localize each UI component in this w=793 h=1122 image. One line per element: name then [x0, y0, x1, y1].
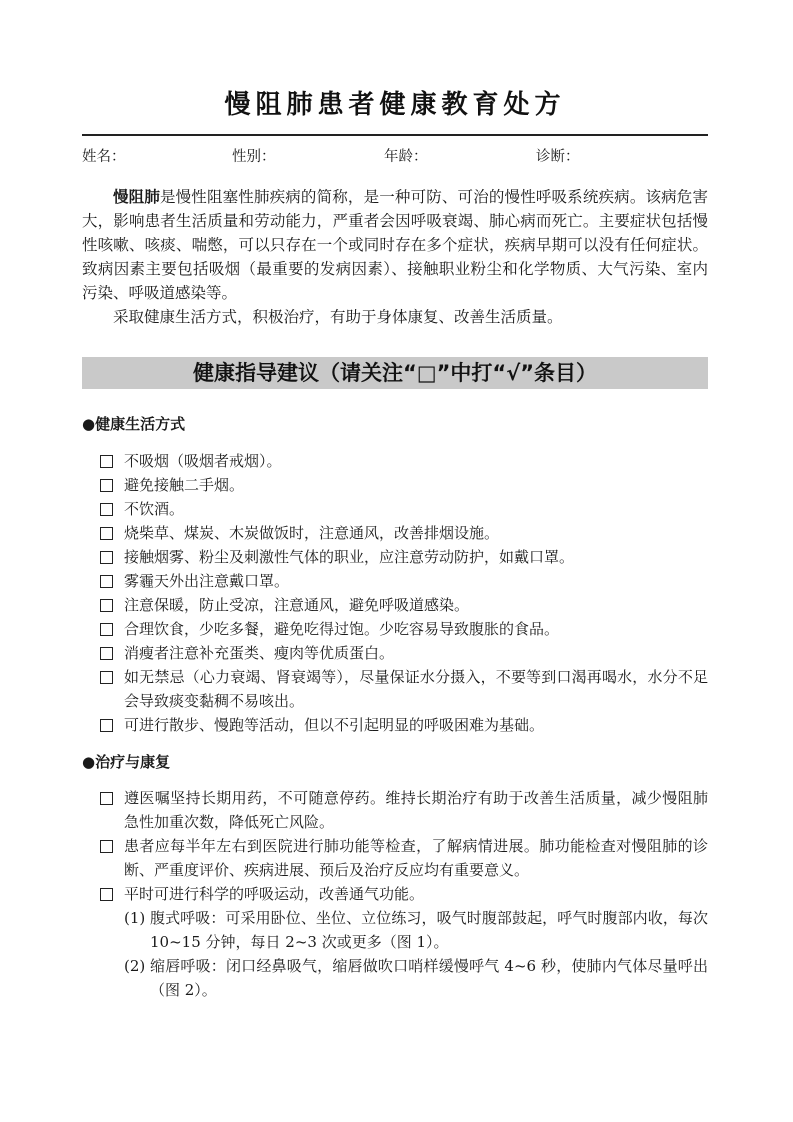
checklist-item [82, 786, 708, 834]
checklist-item [82, 473, 708, 497]
intro-text [82, 185, 708, 329]
checklist-item-text: 烧柴草、煤炭、木炭做饭时，注意通风，改善排烟设施。 [124, 524, 500, 542]
checkbox[interactable] [100, 719, 113, 732]
section-heading-treatment: ●治疗与康复 [82, 753, 171, 771]
checkbox[interactable] [100, 840, 113, 853]
guidance-banner: 健康指导建议（请关注“□”中打“√”条目） [82, 357, 708, 389]
checklist-item-text: 避免接触二手烟。 [124, 476, 245, 494]
checklist-item-text: 可进行散步、慢跑等活动，但以不引起明显的呼吸困难为基础。 [124, 716, 545, 734]
intro-term: 慢阻肺 [113, 187, 160, 206]
checkbox[interactable] [100, 479, 113, 492]
sub-item-marker: (2) [124, 957, 146, 975]
checklist-item-text: 不饮酒。 [124, 500, 185, 518]
diagnosis-field-label[interactable]: 诊断： [536, 149, 580, 165]
document-title: 慢阻肺患者健康教育处方 [224, 90, 566, 120]
intro-paragraph [82, 185, 708, 305]
checklist-item [82, 665, 708, 713]
name-field-label[interactable]: 姓名： [82, 149, 126, 165]
checklist-item-text: 遵医嘱坚持长期用药，不可随意停药。维持长期治疗有助于改善生活质量，减少慢阻肺急性加重次数，降低死亡风险。 [124, 789, 708, 831]
age-field-label[interactable]: 年龄： [384, 149, 428, 165]
checklist-item-text: 雾霾天外出注意戴口罩。 [124, 572, 290, 590]
sub-item-text: 腹式呼吸：可采用卧位、坐位、立位练习，吸气时腹部鼓起，呼气时腹部内收，每次10~15 分钟，每日 2~3 次或更多（图 1）。 [150, 909, 708, 951]
checkbox[interactable] [100, 551, 113, 564]
checklist-item [82, 617, 708, 641]
checkbox[interactable] [100, 527, 113, 540]
checklist-item [82, 569, 708, 593]
checklist-item [82, 713, 708, 737]
checklist-item [82, 641, 708, 665]
sub-item-marker: (1) [124, 909, 146, 927]
checklist-item [82, 497, 708, 521]
checklist-item [82, 834, 708, 882]
checklist-item [82, 593, 708, 617]
checklist-item-text: 注意保暖，防止受凉，注意通风，避免呼吸道感染。 [124, 596, 470, 614]
checklist-item [82, 545, 708, 569]
breathing-exercise-item [82, 954, 708, 1002]
checkbox[interactable] [100, 623, 113, 636]
checklist-item-text: 合理饮食，少吃多餐，避免吃得过饱。少吃容易导致腹胀的食品。 [124, 620, 560, 638]
gender-field-label[interactable]: 性别： [232, 149, 276, 165]
section-heading-lifestyle: ●健康生活方式 [82, 415, 186, 433]
patient-info-row [82, 147, 708, 167]
checklist-item-text: 消瘦者注意补充蛋类、瘦肉等优质蛋白。 [124, 644, 395, 662]
checkbox[interactable] [100, 599, 113, 612]
checkbox[interactable] [100, 888, 113, 901]
sub-item-text: 缩唇呼吸：闭口经鼻吸气，缩唇做吹口哨样缓慢呼气 4~6 秒，使肺内气体尽量呼出（图 2）。 [150, 957, 708, 999]
checkbox[interactable] [100, 792, 113, 805]
checklist-item-text: 不吸烟（吸烟者戒烟）。 [124, 452, 282, 470]
treatment-checklist [82, 786, 708, 1002]
intro-definition: 是慢性阻塞性肺疾病的简称，是一种可防、可治的慢性呼吸系统疾病。该病危害大，影响患者生活质量和劳动能力，严重者会因呼吸衰竭、肺心病而死亡。主要症状包括慢性咳嗽、咳痰、喘憋，可以只存在一个或同时存在多个症状，疾病早期可以没有任何症状。致病因素主要包括吸烟（最重要的发病因素）、接触职业粉尘和化学物质、大气污染、室内污染、呼吸道感染等。 [82, 188, 708, 302]
intro-advice: 采取健康生活方式，积极治疗，有助于身体康复、改善生活质量。 [113, 308, 563, 326]
checkbox[interactable] [100, 647, 113, 660]
checklist-item [82, 521, 708, 545]
checklist-item-text: 患者应每半年左右到医院进行肺功能等检查，了解病情进展。肺功能检查对慢阻肺的诊断、严重度评价、疾病进展、预后及治疗反应均有重要意义。 [124, 837, 708, 879]
lifestyle-checklist [82, 449, 708, 737]
checklist-item-text: 如无禁忌（心力衰竭、肾衰竭等），尽量保证水分摄入，不要等到口渴再喝水，水分不足会导致痰变黏稠不易咳出。 [124, 668, 708, 710]
document-body [82, 0, 708, 1002]
checkbox[interactable] [100, 671, 113, 684]
checklist-item-text: 平时可进行科学的呼吸运动，改善通气功能。 [124, 885, 425, 903]
checkbox[interactable] [100, 455, 113, 468]
checkbox[interactable] [100, 503, 113, 516]
checkbox[interactable] [100, 575, 113, 588]
breathing-exercise-item [82, 906, 708, 954]
checklist-item [82, 882, 708, 906]
checklist-item-text: 接触烟雾、粉尘及刺激性气体的职业，应注意劳动防护，如戴口罩。 [124, 548, 575, 566]
checklist-item [82, 449, 708, 473]
title-divider [82, 134, 708, 136]
